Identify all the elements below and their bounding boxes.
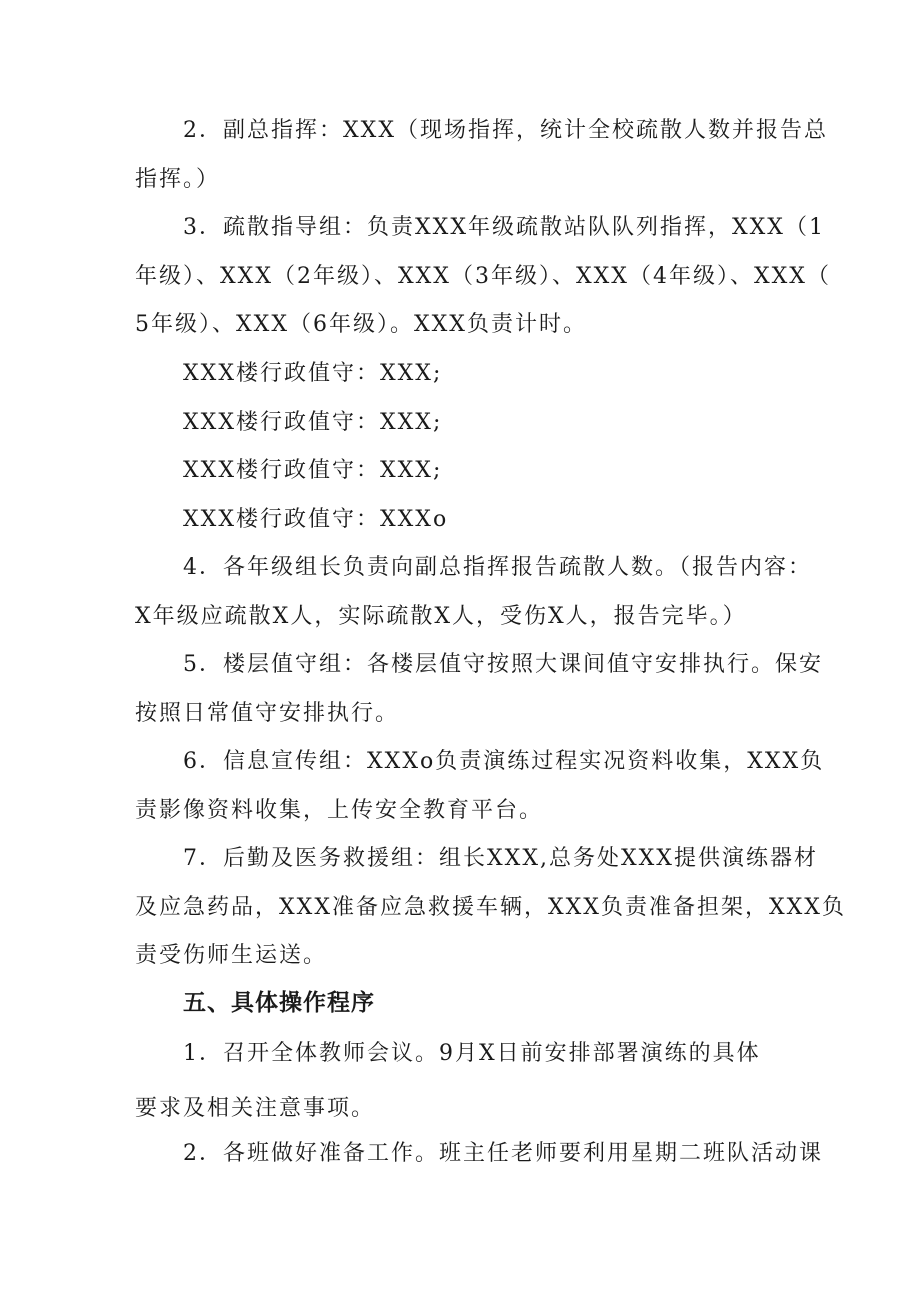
- paragraph-line: 7．后勤及医务救援组：组长XXX,总务处XXX提供演练器材: [183, 846, 818, 871]
- paragraph-line: X年级应疏散X人，实际疏散X人，受伤X人，报告完毕。）: [135, 604, 747, 629]
- paragraph-line: 1．召开全体教师会议。9月X日前安排部署演练的具体: [183, 1041, 761, 1066]
- section-heading: 五、具体操作程序: [183, 990, 375, 1016]
- paragraph-line: XXX楼行政值守：XXXo: [183, 507, 449, 532]
- paragraph-line: 2．各班做好准备工作。班主任老师要利用星期二班队活动课: [183, 1141, 823, 1166]
- paragraph-line: 3．疏散指导组：负责XXX年级疏散站队队列指挥，XXX（1: [183, 215, 825, 240]
- paragraph-line: 指挥。）: [135, 167, 221, 192]
- paragraph-line: 2．副总指挥：XXX（现场指挥，统计全校疏散人数并报告总: [183, 118, 828, 143]
- paragraph-line: 及应急药品，XXX准备应急救援车辆，XXX负责准备担架，XXX负: [135, 895, 846, 920]
- paragraph-line: 年级）、XXX（2年级）、XXX（3年级）、XXX（4年级）、XXX（: [135, 264, 831, 289]
- paragraph-line: 5．楼层值守组：各楼层值守按照大课间值守安排执行。保安: [183, 652, 823, 677]
- paragraph-line: 要求及相关注意事项。: [135, 1096, 376, 1121]
- paragraph-line: 责影像资料收集，上传安全教育平台。: [135, 798, 544, 823]
- paragraph-line: 责受伤师生运送。: [135, 943, 328, 968]
- paragraph-line: 6．信息宣传组：XXXo负责演练过程实况资料收集，XXX负: [183, 749, 825, 774]
- paragraph-line: 按照日常值守安排执行。: [135, 701, 400, 726]
- paragraph-line: XXX楼行政值守：XXX;: [183, 410, 443, 435]
- paragraph-line: 5年级）、XXX（6年级）。XXX负责计时。: [135, 312, 587, 337]
- paragraph-line: XXX楼行政值守：XXX;: [183, 458, 443, 483]
- paragraph-line: XXX楼行政值守：XXX;: [183, 361, 443, 386]
- paragraph-line: 4．各年级组长负责向副总指挥报告疏散人数。（报告内容：: [183, 555, 812, 580]
